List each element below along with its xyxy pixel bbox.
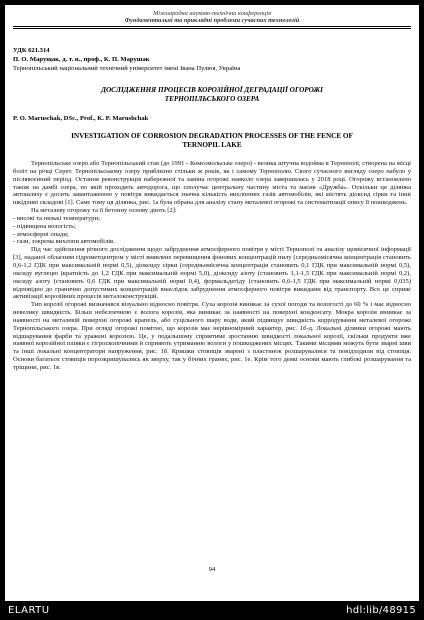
conference-subtitle: Фундаментальні та прикладні проблеми сучасних технологій (124, 17, 300, 25)
page-number: 94 (208, 566, 216, 573)
factor-list-item: - атмосферні опади; (13, 230, 69, 238)
conference-header (5, 10, 419, 25)
factor-list-item: - гази, зокрема вихлопи автомобілів. (13, 238, 115, 246)
title-ua-line-2: ТЕРНОПІЛЬСЬКОГО ОЗЕРА (164, 94, 260, 103)
authors-en: P. O. Maruschak, DSc., Prof., K. P. Marushchak (13, 115, 149, 122)
title-ua (13, 86, 411, 103)
paragraph-factors-intro: На металеву огорожу та її бетонну основу діють [2]: (31, 207, 177, 215)
article-body (13, 160, 411, 372)
authors-ua: П. О. Марущак, д. т. н., проф., К. П. Марушак (13, 56, 150, 63)
affiliation: Тернопільський національний технічний університет імені Івана Пулюя, Україна (13, 65, 241, 72)
title-ua-line-1: ДОСЛІДЖЕННЯ ПРОЦЕСІВ КОРОЗІЙНОЇ ДЕГРАДАЦІЇ ОГОРОЖІ (101, 86, 323, 94)
repository-label: ELARTU (8, 605, 50, 616)
title-en (13, 132, 411, 149)
title-en-line-2: TERNOPIL LAKE (182, 140, 242, 149)
factor-list-item: - високі та низькі температури; (13, 214, 100, 222)
document-page (5, 5, 419, 601)
title-en-line-1: INVESTIGATION OF CORROSION DEGRADATION PROCESSES OF THE FENCE OF (71, 132, 353, 140)
paragraph-air-pollution: Під час здійснення річного дослідження щодо забруднення атмосферного повітря у місті Тернополі та аналізу щомісячної інформації [3], наданої обласним гідрометцентром у місті виявлене перевищення фонових концентрацій пилу (середньомісячна концентрація становить 0,6-1,2 ГДК при максимальній нормі 0,5), діоксиду сірки (середньомісячна концентрація становить 0,1 ГДК при максимальній нормі 0,5), оксиду вуглецю (кратність до 1,2 ГДК при максимальній нормі 5,0), діоксиду азоту (становить 1,1-1,5 ГДК при максимальній нормі 0,2), оксиду азоту (становить 0,6 ГДК при максимальній нормі 0,4), формальдегіду (становить 0,6-1,5 ГДК при максимальній нормі 0,035) відповідно до гранично допустимих концентрацій внаслідок забруднення атмосферного повітря викидами від транспорту. Все це сприяє активізації корозійних процесів металоконструкцій. (13, 246, 411, 301)
paragraph-corrosion-type: Тип корозії огорожі визначався візуально відносно повітря. Суха корозія виникає за сухої погоди та вологості до 60 % і має відносно невелику швидкість. Більш небезпечною є волога корозія, яка виникає за наявності на поверхні конденсату. Мокра корозія виникає за наявності на металевій поверхні огорожі крапель, або суцільного шару води, який підвищує швидкість корродування металевої огорожі Тернопільського озера. При огляді огорожі помітно, що корозія має нерівномірний характер, рис. 1б-д. Локальні ділянки огорожі мають відшарування фарби та уражені корозією. Це, у подальшому сприятиме зростанню швидкості локальної корозії, скільки продукти вже наявної корозійної плівки є гігроскопічними й сприяють утриманню вологи у пошкоджених місцях. Такими місцями можуть бути зварні шви та інші локальні концентратори напруження, рис. 1б. Кришки стовпців зварені з пластинок розшарувалися та повідходили від стовпця. Основи багатьох стовпців порозкришувались як зверху, так у бічних гранях, рис. 1е. Крім того деякі основи мають глибокі розшарування та тріщини, рис. 1в. (13, 301, 411, 371)
paragraph-intro: Тернопільське озеро або Тернопільський став (до 1991 - Комсомольське озеро) - велика штучна водойма в Тернополі, створена на місці боліт на річці Серет. Тернопільському озеру приблизно стільки ж років, як і самому Тернополю. Свого сучасного вигляду озеро набуло у післявоєнний період. Остання реконструкція набережної та заміна огорожі навколо озера завершилась у 2018 році. Огорожу встановлено також на дамбі озера, по якій проходить автодорога, що сполучає центральну частину міста та масив «Дружба». Оскільки ця ділянка автошляху є досить завантаженою у повітря викидається значна кількість вихлопних газів автомобілів, які містять діоксид сірки та інші шкідливі складові [1]. Саме тому ця ділянка, рис. 1а була обрана для аналізу стану металевої огорожі та систематизації опису її пошкоджень. (13, 160, 411, 207)
udc-code: УДК 621.314 (13, 47, 50, 54)
factor-list-item: - підвищена вологість; (13, 222, 76, 230)
header-rule-thin (13, 28, 411, 29)
header-rule (13, 26, 411, 27)
handle-identifier: hdl:lib/48915 (346, 605, 416, 616)
conference-name: Міжнародна науково-технічна конференція (152, 10, 272, 17)
